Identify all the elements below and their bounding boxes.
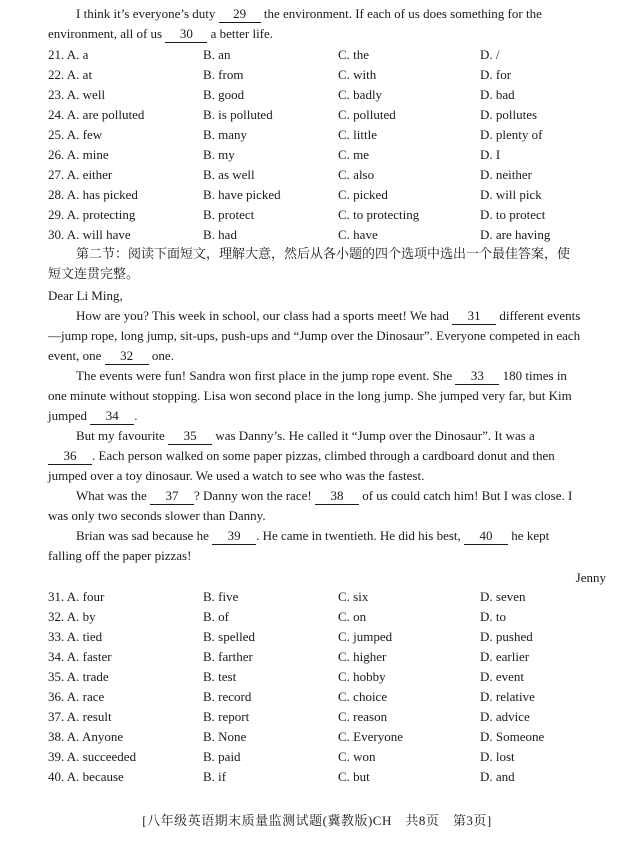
option-c: C. but <box>338 769 370 784</box>
option-a: 29. A. protecting <box>48 207 136 222</box>
blank-36: 36 <box>48 448 92 465</box>
blank-39: 39 <box>212 528 256 545</box>
option-b: B. is polluted <box>203 107 273 122</box>
option-b: B. five <box>203 589 239 604</box>
option-b: B. if <box>203 769 227 784</box>
option-c: C. me <box>338 147 370 162</box>
option-b: B. have picked <box>203 187 281 202</box>
option-b: B. an <box>203 47 231 62</box>
question-row <box>48 587 588 607</box>
option-b: B. paid <box>203 749 241 764</box>
question-row <box>48 667 588 687</box>
option-d: D. plenty of <box>480 127 543 142</box>
option-a: 26. A. mine <box>48 147 109 162</box>
option-a: 21. A. a <box>48 47 89 62</box>
option-a: 23. A. well <box>48 87 106 102</box>
blank-31: 31 <box>452 308 496 325</box>
question-row <box>48 627 588 647</box>
option-a: 37. A. result <box>48 709 112 724</box>
option-d: D. for <box>480 67 512 82</box>
option-b: B. test <box>203 669 237 684</box>
option-a: 22. A. at <box>48 67 93 82</box>
option-b: B. report <box>203 709 250 724</box>
option-c: C. won <box>338 749 376 764</box>
blank-38: 38 <box>315 488 359 505</box>
letter-paragraph-4: What was the 37 ? Danny won the race! 38 of us could catch him! But I was close. I was only two seconds slower than Danny. <box>48 488 573 523</box>
question-row <box>48 687 588 707</box>
page-footer: [八年级英语期末质量监测试题(冀教版)CH 共8页 第3页] <box>142 813 492 828</box>
option-a: 34. A. faster <box>48 649 112 664</box>
option-c: C. also <box>338 167 375 182</box>
option-d: D. relative <box>480 689 535 704</box>
option-d: D. to <box>480 609 506 624</box>
question-row <box>48 65 588 85</box>
option-c: C. Everyone <box>338 729 403 744</box>
blank-35: 35 <box>168 428 212 445</box>
option-c: C. with <box>338 67 377 82</box>
option-c: C. the <box>338 47 370 62</box>
option-b: B. farther <box>203 649 253 664</box>
option-a: 24. A. are polluted <box>48 107 145 122</box>
option-d: D. bad <box>480 87 515 102</box>
option-d: D. Someone <box>480 729 545 744</box>
question-row <box>48 205 588 225</box>
option-d: D. earlier <box>480 649 530 664</box>
letter-body <box>48 286 582 566</box>
option-d: D. to protect <box>480 207 546 222</box>
letter-paragraph-1: How are you? This week in school, our class had a sports meet! We had 31 different events—jump rope, long jump, sit-ups, push-ups and “Jump over the Dinosaur”. Everyone competed in each event, one 32 one. <box>48 308 581 363</box>
option-d: D. pollutes <box>480 107 538 122</box>
question-row <box>48 185 588 205</box>
option-a: 33. A. tied <box>48 629 103 644</box>
question-row <box>48 125 588 145</box>
intro-text: the environment. If each of us does something for the <box>260 6 542 21</box>
option-d: D. will pick <box>480 187 542 202</box>
option-c: C. have <box>338 227 378 242</box>
option-d: D. advice <box>480 709 530 724</box>
letter-paragraph-5: Brian was sad because he 39 . He came in twentieth. He did his best, 40 he kept falling off the paper pizzas! <box>48 528 550 563</box>
section2-instruction-cont: 短文连贯完整。 <box>48 266 140 281</box>
question-row <box>48 747 588 767</box>
question-row <box>48 225 588 245</box>
option-d: D. neither <box>480 167 532 182</box>
question-row <box>48 165 588 185</box>
option-b: B. of <box>203 609 229 624</box>
blank-33: 33 <box>455 368 499 385</box>
blank-34: 34 <box>90 408 134 425</box>
option-c: C. polluted <box>338 107 396 122</box>
question-row <box>48 707 588 727</box>
option-c: C. six <box>338 589 369 604</box>
blank-29: 29 <box>219 6 261 23</box>
option-c: C. to protecting <box>338 207 420 222</box>
question-row <box>48 607 588 627</box>
option-c: C. picked <box>338 187 388 202</box>
option-b: B. as well <box>203 167 255 182</box>
option-a: 39. A. succeeded <box>48 749 137 764</box>
option-b: B. None <box>203 729 247 744</box>
option-d: D. and <box>480 769 515 784</box>
option-a: 28. A. has picked <box>48 187 138 202</box>
intro-text: environment, all of us <box>48 26 166 41</box>
question-row <box>48 647 588 667</box>
option-b: B. record <box>203 689 252 704</box>
option-b: B. protect <box>203 207 255 222</box>
option-b: B. had <box>203 227 237 242</box>
intro-text: a better life. <box>207 26 274 41</box>
option-c: C. jumped <box>338 629 393 644</box>
option-d: D. event <box>480 669 525 684</box>
option-b: B. many <box>203 127 248 142</box>
option-d: D. I <box>480 147 501 162</box>
option-c: C. choice <box>338 689 388 704</box>
option-d: D. / <box>480 47 500 62</box>
option-b: B. spelled <box>203 629 255 644</box>
option-a: 40. A. because <box>48 769 124 784</box>
option-b: B. good <box>203 87 245 102</box>
blank-40: 40 <box>464 528 508 545</box>
option-a: 38. A. Anyone <box>48 729 124 744</box>
letter-signature: Jenny <box>575 570 606 585</box>
option-c: C. reason <box>338 709 388 724</box>
option-a: 25. A. few <box>48 127 103 142</box>
question-row <box>48 105 588 125</box>
option-c: C. higher <box>338 649 387 664</box>
option-c: C. on <box>338 609 367 624</box>
option-a: 27. A. either <box>48 167 113 182</box>
option-b: B. from <box>203 67 244 82</box>
option-d: D. are having <box>480 227 551 242</box>
intro-text: I think it’s everyone’s duty <box>76 6 219 21</box>
intro-paragraph <box>48 4 582 44</box>
option-a: 31. A. four <box>48 589 105 604</box>
question-row <box>48 145 588 165</box>
question-row <box>48 85 588 105</box>
option-a: 30. A. will have <box>48 227 131 242</box>
option-d: D. pushed <box>480 629 533 644</box>
blank-30: 30 <box>165 26 207 43</box>
question-row <box>48 767 588 787</box>
option-b: B. my <box>203 147 235 162</box>
option-a: 36. A. race <box>48 689 105 704</box>
letter-greeting: Dear Li Ming, <box>48 288 123 303</box>
option-d: D. seven <box>480 589 526 604</box>
option-c: C. little <box>338 127 377 142</box>
letter-paragraph-3: But my favourite 35 was Danny’s. He called it “Jump over the Dinosaur”. It was a 36 . Each person walked on some paper pizzas, climbed through a cardboard donut and then jumped over a toy dinosaur. We used a watch to see who was the fastest. <box>48 428 555 483</box>
section2-instruction: 第二节：阅读下面短文，理解大意，然后从各小题的四个选项中选出一个最佳答案，使 <box>76 246 571 261</box>
option-c: C. badly <box>338 87 383 102</box>
letter-paragraph-2: The events were fun! Sandra won first place in the jump rope event. She 33 180 times in one minute without stopping. Lisa won second place in the long jump. She jumped very far, but Kim jumped 34 . <box>48 368 572 423</box>
option-a: 32. A. by <box>48 609 96 624</box>
question-row <box>48 45 588 65</box>
blank-32: 32 <box>105 348 149 365</box>
blank-37: 37 <box>150 488 194 505</box>
option-c: C. hobby <box>338 669 386 684</box>
option-d: D. lost <box>480 749 515 764</box>
question-row <box>48 727 588 747</box>
option-a: 35. A. trade <box>48 669 109 684</box>
